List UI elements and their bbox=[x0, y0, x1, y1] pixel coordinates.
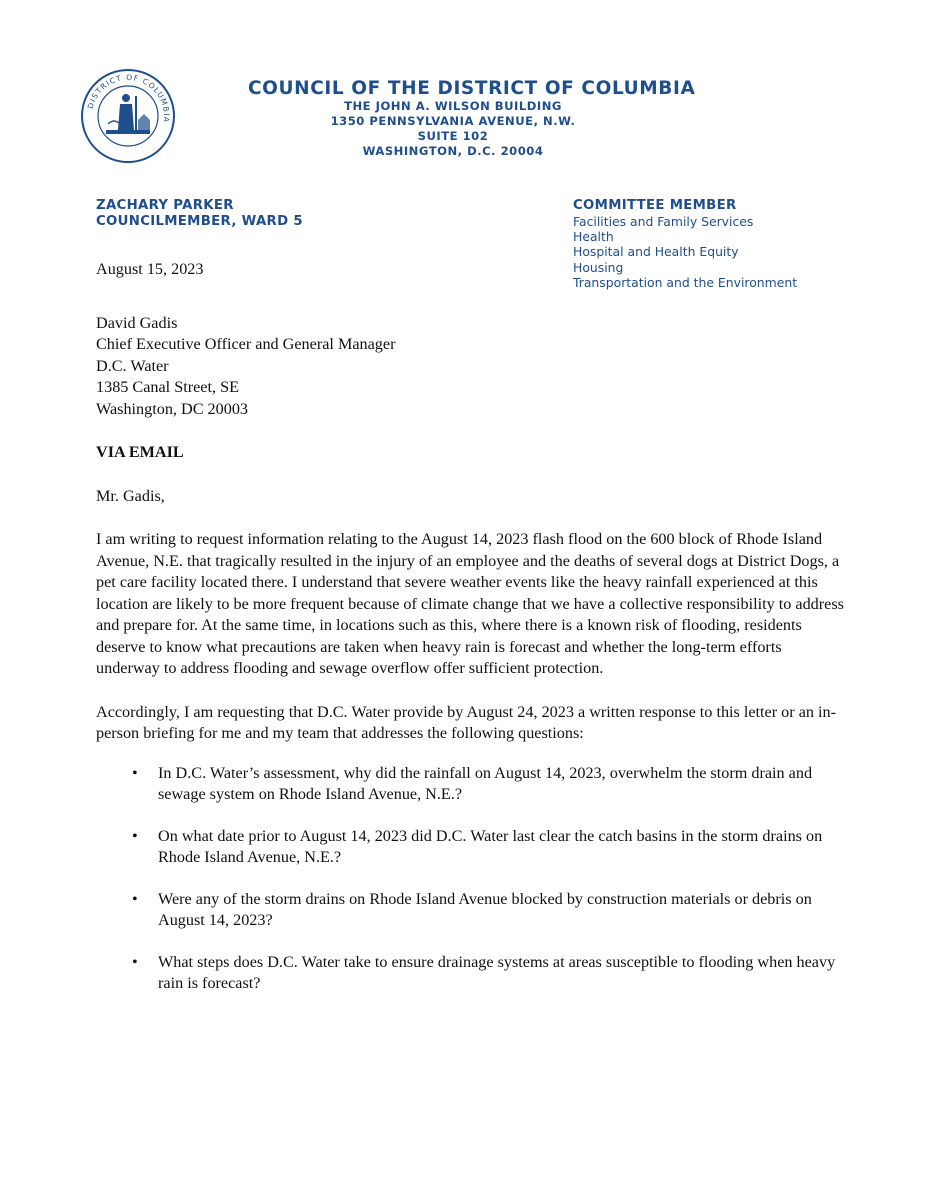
recipient-line: Chief Executive Officer and General Manager bbox=[96, 335, 396, 353]
committee-item: Facilities and Family Services bbox=[573, 214, 754, 229]
address-line: 1350 PENNSYLVANIA AVENUE, N.W. bbox=[330, 114, 576, 128]
committee-heading: COMMITTEE MEMBER bbox=[573, 198, 737, 213]
recipient-line: Washington, DC 20003 bbox=[96, 399, 249, 418]
council-address bbox=[303, 99, 603, 159]
address-line: THE JOHN A. WILSON BUILDING bbox=[344, 99, 562, 113]
recipient-line: D.C. Water bbox=[96, 356, 169, 375]
paragraph: Accordingly, I am requesting that D.C. Water provide by August 24, 2023 a written response to this letter or an in-person briefing for me and my team that addresses the following questions: bbox=[96, 702, 837, 742]
letter-body bbox=[96, 259, 846, 1015]
question-text: Were any of the storm drains on Rhode Island Avenue blocked by construction materials or debris on August 14, 2023? bbox=[158, 889, 812, 929]
salutation: Mr. Gadis, bbox=[96, 486, 165, 505]
list-item bbox=[96, 952, 846, 995]
committee-item: Transportation and the Environment bbox=[573, 274, 798, 290]
council-title: COUNCIL OF THE DISTRICT OF COLUMBIA bbox=[248, 78, 696, 99]
member-name: ZACHARY PARKER bbox=[96, 198, 234, 213]
via-email-heading: VIA EMAIL bbox=[96, 443, 184, 461]
committee-item: Housing bbox=[573, 259, 624, 275]
question-text: In D.C. Water’s assessment, why did the rainfall on August 14, 2023, overwhelm the storm drain and sewage system on Rhode Island Avenue, N.E.? bbox=[158, 763, 813, 803]
address-line: WASHINGTON, D.C. 20004 bbox=[362, 144, 544, 158]
question-text: What steps does D.C. Water take to ensure drainage systems at areas susceptible to flooding when heavy rain is forecast? bbox=[158, 952, 836, 992]
bullet-icon: • bbox=[132, 763, 138, 782]
address-line: SUITE 102 bbox=[417, 129, 489, 143]
recipient-line: 1385 Canal Street, SE bbox=[96, 378, 239, 396]
letter-date: August 15, 2023 bbox=[96, 260, 204, 278]
seal-ring-text: DISTRICT OF COLUMBIA bbox=[85, 72, 172, 124]
seal-icon bbox=[80, 68, 176, 164]
bullet-icon: • bbox=[132, 889, 138, 908]
list-item bbox=[96, 826, 846, 869]
list-item bbox=[96, 763, 846, 806]
committee-item: Health bbox=[573, 229, 614, 245]
recipient-address bbox=[96, 313, 846, 421]
letterhead bbox=[248, 78, 708, 159]
question-text: On what date prior to August 14, 2023 did D.C. Water last clear the catch basins in the storm drains on Rhode Island Avenue, N.E.? bbox=[158, 826, 823, 866]
recipient-line: David Gadis bbox=[96, 313, 178, 332]
committee-item: Hospital and Health Equity bbox=[573, 244, 739, 260]
bullet-icon: • bbox=[132, 826, 138, 845]
council-seal bbox=[80, 68, 176, 164]
member-title: COUNCILMEMBER, WARD 5 bbox=[96, 214, 303, 229]
paragraph: I am writing to request information relating to the August 14, 2023 flash flood on the 600 block of Rhode Island Avenue, N.E. that tragically resulted in the injury of an employee and the deaths of several dogs at District Dogs, a pet care facility located there. I understand that severe weather events like the heavy rainfall experienced at this location are likely to be more frequent because of climate change that we have a collective responsibility to address and prepare for. At the same time, in locations such as this, where there is a known risk of flooding, residents deserve to know what precautions are taken when heavy rain is forecast and whether the long-term efforts underway to address flooding and sewage overflow offer sufficient protection. bbox=[96, 530, 844, 677]
list-item bbox=[96, 889, 846, 932]
member-block bbox=[96, 198, 303, 230]
questions-list bbox=[96, 763, 846, 995]
bullet-icon: • bbox=[132, 952, 138, 971]
